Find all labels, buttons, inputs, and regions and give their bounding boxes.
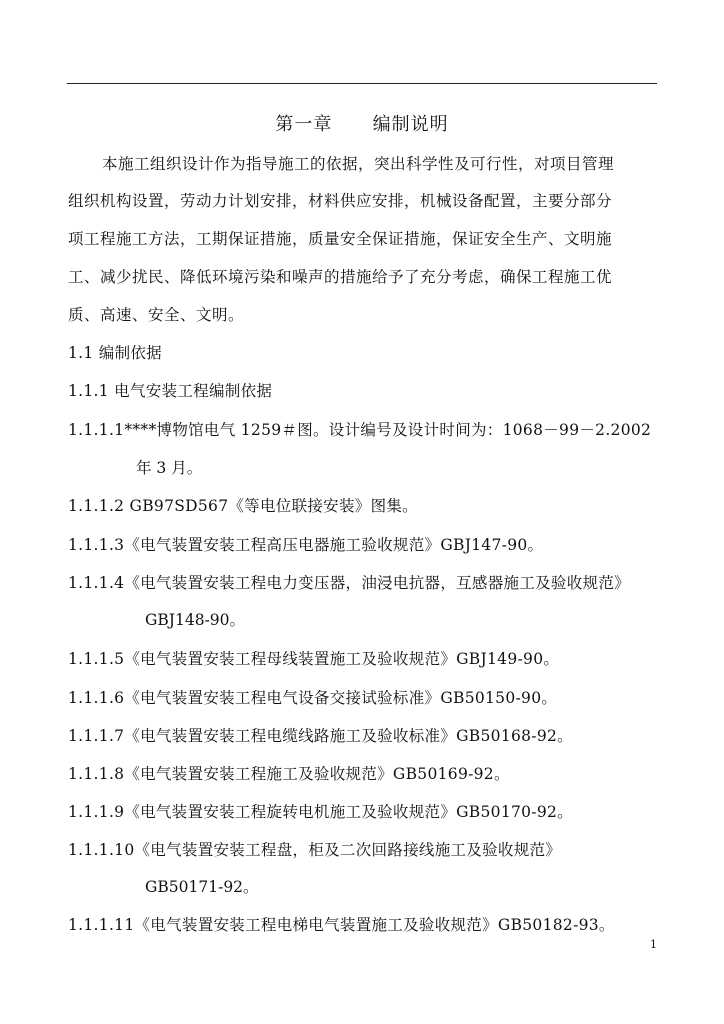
list-item: 1.1.1.2 GB97SD567《等电位联接安装》图集。 [68, 497, 418, 515]
section-heading-1-1-1: 1.1.1 电气安装工程编制依据 [68, 382, 273, 400]
intro-line-4: 工、减少扰民、降低环境污染和噪声的措施给予了充分考虑，确保工程施工优 [68, 268, 613, 286]
list-item: 1.1.1.4《电气装置安装工程电力变压器，油浸电抗器，互感器施工及验收规范》 [68, 574, 630, 592]
list-item-continuation: GBJ148-90。 [145, 611, 246, 629]
page-number: 1 [650, 938, 657, 951]
list-item-continuation: GB50171-92。 [145, 878, 259, 896]
list-item: 1.1.1.5《电气装置安装工程母线装置施工及验收规范》GBJ149-90。 [68, 650, 560, 668]
chapter-title: 第一章 编制说明 [275, 114, 449, 135]
intro-line-5: 质、高速、安全、文明。 [68, 306, 245, 324]
intro-line-1: 本施工组织设计作为指导施工的依据，突出科学性及可行性，对项目管理 [102, 155, 615, 173]
intro-line-3: 项工程施工方法，工期保证措施，质量安全保证措施，保证安全生产、文明施 [68, 230, 613, 248]
list-item: 1.1.1.10《电气装置安装工程盘，柜及二次回路接线施工及验收规范》 [68, 841, 562, 859]
list-item: 1.1.1.9《电气装置安装工程旋转电机施工及验收规范》GB50170-92。 [68, 803, 573, 821]
list-item: 1.1.1.1****博物馆电气 1259＃图。设计编号及设计时间为：1068－99－2.2002 [68, 421, 652, 439]
list-item: 1.1.1.7《电气装置安装工程电缆线路施工及验收标准》GB50168-92。 [68, 727, 573, 745]
list-item: 1.1.1.6《电气装置安装工程电气设备交接试验标准》GB50150-90。 [68, 689, 558, 707]
header-rule [67, 83, 657, 84]
list-item: 1.1.1.8《电气装置安装工程施工及验收规范》GB50169-92。 [68, 765, 510, 783]
section-heading-1-1: 1.1 编制依据 [68, 344, 162, 362]
list-item: 1.1.1.3《电气装置安装工程高压电器施工验收规范》GBJ147-90。 [68, 536, 544, 554]
intro-line-2: 组织机构设置，劳动力计划安排，材料供应安排，机械设备配置，主要分部分 [68, 192, 613, 210]
list-item: 1.1.1.11《电气装置安装工程电梯电气装置施工及验收规范》GB50182-93。 [68, 916, 615, 934]
list-item-continuation: 年 3 月。 [136, 459, 203, 477]
